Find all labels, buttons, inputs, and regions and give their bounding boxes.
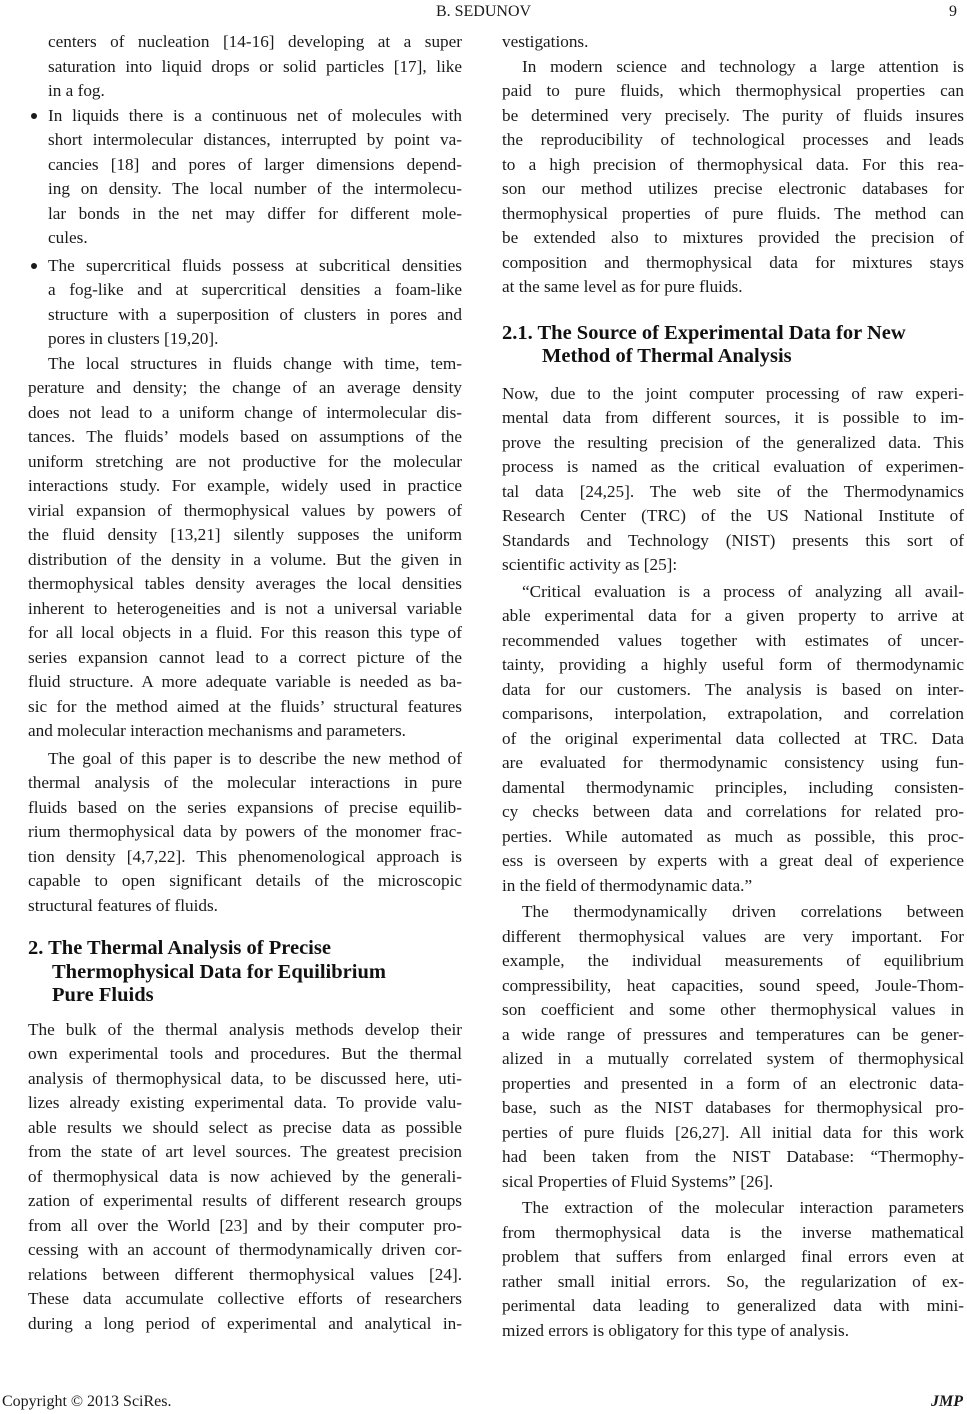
text-line: from thermophysical data is the inverse mathematical bbox=[502, 1222, 964, 1242]
text-line: paid to pure fluids, which thermophysical properties can bbox=[502, 81, 964, 100]
text-line: the reproducibility of technological processes and leads bbox=[502, 130, 964, 149]
text-line: ing on density. The local number of the intermolecu- bbox=[48, 179, 462, 198]
text-line: rather small initial errors. So, the regularization of ex- bbox=[502, 1271, 964, 1291]
text-line: comparisons, interpolation, extrapolation, and correlation bbox=[502, 704, 964, 723]
paragraph-continuation bbox=[502, 30, 964, 55]
running-head-author: B. SEDUNOV bbox=[435, 3, 532, 20]
text-line: In liquids there is a continuous net of molecules with bbox=[48, 105, 462, 125]
text-line: The local structures in fluids change with time, tem- bbox=[48, 353, 462, 373]
text-line: process is named as the critical evaluation of experimen- bbox=[502, 457, 964, 476]
text-line: tion density [4,7,22]. This phenomenological approach is bbox=[28, 846, 462, 866]
text-line: distribution of the density in a volume. But the given in bbox=[28, 549, 462, 569]
heading-line: 2.1. The Source of Experimental Data for New bbox=[502, 321, 906, 344]
text-line: lar bonds in the net may differ for different mole- bbox=[48, 203, 462, 223]
text-line: The extraction of the molecular interaction parameters bbox=[522, 1198, 964, 1217]
text-line: pores in clusters [19,20]. bbox=[48, 329, 219, 348]
text-line: sical Properties of Fluid Systems” [26]. bbox=[502, 1171, 774, 1191]
text-line: analysis of thermophysical data, to be discussed here, uti- bbox=[28, 1068, 462, 1088]
text-line: vestigations. bbox=[502, 32, 589, 51]
text-line: cy checks between data and correlations for related pro- bbox=[502, 802, 964, 821]
text-line: example, the individual measurements of equilibrium bbox=[502, 951, 964, 970]
paragraph-now bbox=[502, 382, 964, 578]
text-line: thermophysical properties of pure fluids. The method can bbox=[502, 203, 964, 223]
text-line: Now, due to the joint computer processing of raw experi- bbox=[502, 383, 964, 403]
text-line: cessing with an account of thermodynamically driven cor- bbox=[28, 1240, 462, 1259]
text-line: ess is overseen by experts with a great deal of experience bbox=[502, 851, 964, 870]
text-line: are evaluated for thermodynamic consistency using fun- bbox=[502, 753, 964, 772]
text-line: structure with a superposition of clusters in pores and bbox=[48, 304, 462, 324]
text-line: tances. The fluids’ models based on assumptions of the bbox=[28, 427, 462, 446]
text-line: damental thermodynamic principles, including consisten- bbox=[502, 777, 964, 797]
text-line: relations between different thermophysical values [24]. bbox=[28, 1264, 462, 1284]
text-line: does not lead to a uniform change of intermolecular dis- bbox=[28, 402, 462, 422]
paragraph-bulk bbox=[28, 1018, 462, 1337]
text-line: In modern science and technology a large attention is bbox=[522, 56, 964, 76]
text-line: mental data from different sources, it is possible to im- bbox=[502, 408, 964, 427]
text-line: cancies [18] and pores of larger dimensions depend- bbox=[48, 154, 462, 174]
paragraph-extraction bbox=[502, 1196, 964, 1343]
paragraph-goal bbox=[28, 747, 462, 919]
text-line: had been taken from the NIST Database: “Thermophy- bbox=[502, 1147, 964, 1166]
text-line: perimental data leading to generalized data with mini- bbox=[502, 1296, 964, 1315]
text-line: base, such as the NIST databases for thermophysical pro- bbox=[502, 1098, 964, 1117]
text-line: uniform stretching are not productive for the molecular bbox=[28, 451, 462, 471]
text-line: for all local objects in a fluid. For this reason this type of bbox=[28, 623, 462, 642]
text-line: son our method utilizes precise electronic databases for bbox=[502, 179, 964, 198]
paragraph-correlations bbox=[502, 900, 964, 1194]
text-line: a fog-like and at supercritical densities a foam-like bbox=[48, 280, 462, 299]
text-line: thermal analysis of the molecular interactions in pure bbox=[28, 773, 462, 792]
bullet-list bbox=[28, 104, 462, 352]
text-line: different thermophysical values are very important. For bbox=[502, 926, 964, 946]
bullet-item-supercritical bbox=[28, 254, 462, 352]
text-line: fluids based on the series expansions of precise equilib- bbox=[28, 797, 462, 817]
text-line: during a long period of experimental and analytical in- bbox=[28, 1313, 462, 1333]
text-line: tainty, providing a highly useful form of thermodynamic bbox=[502, 655, 964, 674]
text-line: compressibility, heat capacities, sound speed, Joule-Thom- bbox=[502, 975, 964, 995]
heading-line: Pure Fluids bbox=[52, 984, 154, 1006]
text-line: rium thermophysical data by powers of the monomer frac- bbox=[28, 822, 462, 841]
text-line: problem that suffers from enlarged final errors even at bbox=[502, 1247, 964, 1266]
text-line: zation of experimental results of different research groups bbox=[28, 1191, 462, 1210]
text-line: perature and density; the change of an average density bbox=[28, 378, 462, 397]
text-line: of thermophysical data is now achieved by the generali- bbox=[28, 1166, 462, 1186]
text-line: from all over the World [23] and by their computer pro- bbox=[28, 1215, 462, 1235]
text-line: The goal of this paper is to describe the new method of bbox=[48, 748, 462, 768]
text-line: able experimental data for a given property to arrive at bbox=[502, 606, 964, 625]
text-line: inherent to heterogeneities and is not a universal variable bbox=[28, 598, 462, 618]
text-line: alized in a mutually correlated system of thermophysical bbox=[502, 1049, 964, 1068]
text-line: scientific activity as [25]: bbox=[502, 555, 678, 574]
text-line: be extended also to mixtures provided the precision of bbox=[502, 228, 964, 247]
text-line: series expansion cannot lead to a correct picture of the bbox=[28, 647, 462, 667]
text-line: composition and thermophysical data for mixtures stays bbox=[502, 252, 964, 272]
paragraph-quote bbox=[502, 580, 964, 899]
text-line: virial expansion of thermophysical values by powers of bbox=[28, 500, 462, 520]
text-line: be determined very precisely. The purity of fluids insures bbox=[502, 105, 964, 125]
text-line: The bulk of the thermal analysis methods develop their bbox=[28, 1019, 462, 1039]
page-number: 9 bbox=[949, 3, 957, 20]
text-line: in the field of thermodynamic data.” bbox=[502, 875, 753, 895]
bullet-item-liquids bbox=[28, 104, 462, 251]
text-line: own experimental tools and procedures. But the thermal bbox=[28, 1044, 462, 1063]
heading-line: Thermophysical Data for Equilibrium bbox=[52, 960, 386, 983]
left-column bbox=[28, 26, 462, 1336]
heading-line: 2. The Thermal Analysis of Precise bbox=[28, 937, 331, 959]
text-line: saturation into liquid drops or solid particles [17], like bbox=[48, 56, 462, 76]
copyright-notice: Copyright © 2013 SciRes. bbox=[2, 1393, 172, 1410]
text-line: tal data [24,25]. The web site of the Thermodynamics bbox=[502, 481, 964, 501]
text-line: a wide range of pressures and temperatures can be gener- bbox=[502, 1024, 964, 1044]
text-line: “Critical evaluation is a process of analyzing all avail- bbox=[522, 581, 964, 601]
journal-abbreviation: JMP bbox=[931, 1393, 963, 1410]
paragraph-local-structures bbox=[28, 352, 462, 744]
text-line: in a fog. bbox=[48, 81, 105, 100]
text-line: capable to open significant details of the microscopic bbox=[28, 871, 462, 890]
text-line: recommended values together with estimates of uncer- bbox=[502, 630, 964, 650]
text-line: The supercritical fluids possess at subcritical densities bbox=[48, 255, 462, 275]
section-2-1-heading bbox=[502, 322, 964, 369]
text-line: son coefficient and some other thermophysical values in bbox=[502, 1000, 964, 1019]
text-line: thermophysical tables density averages the local densities bbox=[28, 574, 462, 593]
text-line: centers of nucleation [14-16] developing at a super bbox=[48, 32, 462, 51]
text-line: Research Center (TRC) of the US National Institute of bbox=[502, 506, 964, 525]
text-line: perties. While automated as much as possible, this proc- bbox=[502, 826, 964, 846]
text-line: sic for the method aimed at the fluids’ structural features bbox=[28, 696, 462, 716]
text-line: short intermolecular distances, interrupted by point va- bbox=[48, 130, 462, 149]
text-line: from the state of art level sources. The greatest precision bbox=[28, 1142, 462, 1161]
heading-line: Method of Thermal Analysis bbox=[542, 345, 792, 367]
text-line: interactions study. For example, widely used in practice bbox=[28, 476, 462, 495]
text-line: structural features of fluids. bbox=[28, 895, 218, 915]
text-line: cules. bbox=[48, 228, 88, 247]
bullet-icon bbox=[31, 263, 37, 269]
bullet-icon bbox=[31, 113, 37, 119]
text-line: of the original experimental data collected at TRC. Data bbox=[502, 728, 964, 748]
paragraph-modern bbox=[502, 55, 964, 300]
text-line: mized errors is obligatory for this type of analysis. bbox=[502, 1320, 850, 1340]
text-line: the fluid density [13,21] silently supposes the uniform bbox=[28, 525, 462, 544]
text-line: and molecular interaction mechanisms and parameters. bbox=[28, 721, 406, 740]
text-line: properties and presented in a form of an electronic data- bbox=[502, 1073, 964, 1093]
text-line: data for our customers. The analysis is based on inter- bbox=[502, 679, 964, 699]
text-line: able results we should select as precise data as possible bbox=[28, 1117, 462, 1137]
text-line: lizes already existing experimental data. To provide valu- bbox=[28, 1093, 462, 1112]
bullet-continuation bbox=[28, 30, 462, 104]
text-line: at the same level as for pure fluids. bbox=[502, 277, 743, 296]
text-line: Standards and Technology (NIST) presents this sort of bbox=[502, 530, 964, 550]
text-line: The thermodynamically driven correlations between bbox=[522, 902, 964, 921]
right-column bbox=[502, 26, 964, 1343]
text-line: fluid structure. A more adequate variable is needed as ba- bbox=[28, 672, 462, 691]
text-line: prove the resulting precision of the generalized data. This bbox=[502, 432, 964, 452]
section-2-heading bbox=[28, 937, 462, 1008]
running-head bbox=[0, 2, 967, 22]
text-line: to a high precision of thermophysical data. For this rea- bbox=[502, 154, 964, 174]
text-line: perties of pure fluids [26,27]. All initial data for this work bbox=[502, 1122, 964, 1142]
text-line: These data accumulate collective efforts of researchers bbox=[28, 1289, 462, 1308]
